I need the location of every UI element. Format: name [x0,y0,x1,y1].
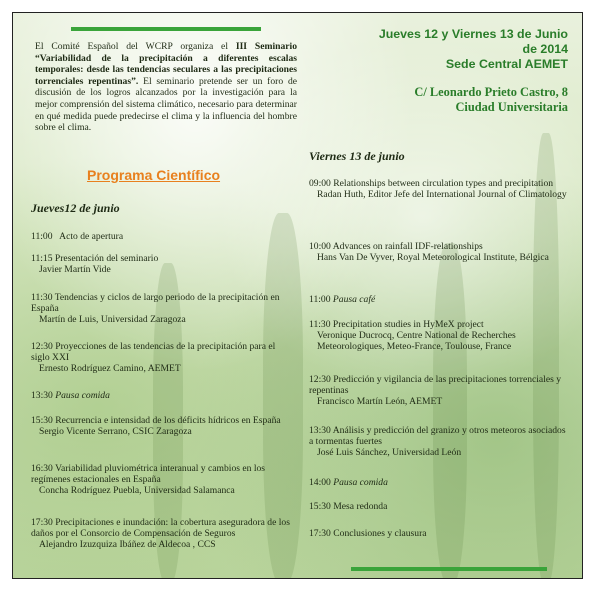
item-title: Pausa comida [55,390,110,401]
intro-seminar-title: III Seminario “Variabilidad de la precipitación a diferentes escalas temporales: desde las tendencias seculares a las precipitaciones torrenciales repentinas”. [35,41,298,87]
item-title: Tendencias y ciclos de largo periodo de la precipitación en España [31,292,280,315]
item-time: 12:30 [309,374,331,385]
day1-item-6 [31,463,293,497]
item-speaker: Concha Rodríguez Puebla, Universidad Salamanca [39,485,235,497]
item-title: Pausa comida [333,477,388,488]
item-time: 12:30 [31,341,53,352]
day1-title: Jueves12 de junio [31,201,120,215]
item-time: 13:30 [309,425,331,436]
day1-item-5 [31,415,293,437]
item-time: 10:00 [309,241,331,252]
intro-text-start: El Comité Español del WCRP organiza el [35,41,236,52]
item-title: Precipitaciones e inundación: la cobertura aseguradora de los daños por el Consorcio de Compensación de Seguros [31,517,290,540]
item-speaker: José Luis Sánchez, Universidad León [317,447,462,459]
bottom-right-green-bar [351,567,547,571]
event-year: de 2014 [522,42,568,57]
item-title: Mesa redonda [333,501,388,512]
item-time: 11:15 [31,253,53,264]
item-time: 17:30 [309,528,331,539]
day2-title: Viernes 13 de junio [309,149,405,163]
item-title: Presentación del seminario [54,253,159,264]
day2-item-7 [309,501,571,512]
day1-item-7 [31,517,293,551]
item-speaker: Francisco Martín León, AEMET [317,396,443,408]
day1-item-4 [31,390,293,401]
item-time: 13:30 [31,390,53,401]
item-speaker: Veronique Ducrocq, Centre National de Recherches Meteorologiques, Meteo-France, Toulouse, France [317,330,516,353]
address-campus: Ciudad Universitaria [455,100,568,115]
item-time: 17:30 [31,517,53,528]
top-left-green-bar [71,27,261,31]
item-speaker: Sergio Vicente Serrano, CSIC Zaragoza [39,426,192,438]
day2-item-0 [309,178,571,200]
item-title: Predicción y vigilancia de las precipitaciones torrenciales y repentinas [309,374,562,397]
item-time: 11:00 [309,294,331,305]
day1-item-3 [31,341,293,375]
item-time: 15:30 [309,501,331,512]
program-title: Programa Científico [87,167,221,183]
event-dates: Jueves 12 y Viernes 13 de Junio [378,27,568,41]
event-header [379,27,568,73]
item-speaker: Radan Huth, Editor Jefe del International Journal of Climatology [317,189,567,201]
day2-item-5 [309,425,571,459]
item-speaker: Javier Martín Vide [39,264,111,276]
day1-item-1 [31,253,293,275]
item-time: 11:00 [31,231,53,242]
item-speaker: Hans Van De Vyver, Royal Meteorological Institute, Bélgica [317,252,549,264]
item-time: 11:30 [309,319,331,330]
item-time: 14:00 [309,477,331,488]
day1-item-0 [31,231,293,242]
day2-item-8 [309,528,571,539]
event-venue: Sede Central AEMET [445,57,568,72]
item-speaker: Alejandro Izuzquiza Ibáñez de Aldecoa , CCS [39,539,216,551]
day2-item-3 [309,319,571,353]
program-page [12,12,583,579]
item-title: Pausa café [332,294,376,305]
item-time: 15:30 [31,415,53,426]
intro-paragraph [35,41,297,134]
day2-item-6 [309,477,571,488]
intro-text-end: El seminario pretende ser un foro de discusión de los logros alcanzados por la investigación para la mejor comprensión del sistema climático, necesario para determinar en qué medida puede predecirse el clima y la influencia del hombre sobre el clima. [35,75,297,134]
item-title: Advances on rainfall IDF-relationships [332,241,483,252]
item-title: Proyecciones de las tendencias de la precipitación para el siglo XXI [31,341,276,364]
item-time: 16:30 [31,463,53,474]
day2-item-2 [309,294,571,305]
item-speaker: Martín de Luis, Universidad Zaragoza [39,314,186,326]
item-title: Acto de apertura [59,231,124,242]
address-street: C/ Leonardo Prieto Castro, 8 [414,85,568,99]
item-title: Recurrencia e intensidad de los déficits hídricos en España [55,415,281,426]
day2-item-1 [309,241,571,263]
day2-item-4 [309,374,571,408]
item-time: 11:30 [31,292,53,303]
day1-item-2 [31,292,293,326]
item-title: Relationships between circulation types and precipitation [333,178,554,189]
item-title: Precipitation studies in HyMeX project [332,319,484,330]
item-title: Conclusiones y clausura [333,528,427,539]
item-speaker: Ernesto Rodríguez Camino, AEMET [39,363,181,375]
item-title: Variabilidad pluviométrica interanual y cambios en los regímenes estacionales en España [31,463,266,486]
item-time: 09:00 [309,178,331,189]
item-title: Análisis y predicción del granizo y otros meteoros asociados a tormentas fuertes [309,425,566,448]
event-address [414,85,568,115]
